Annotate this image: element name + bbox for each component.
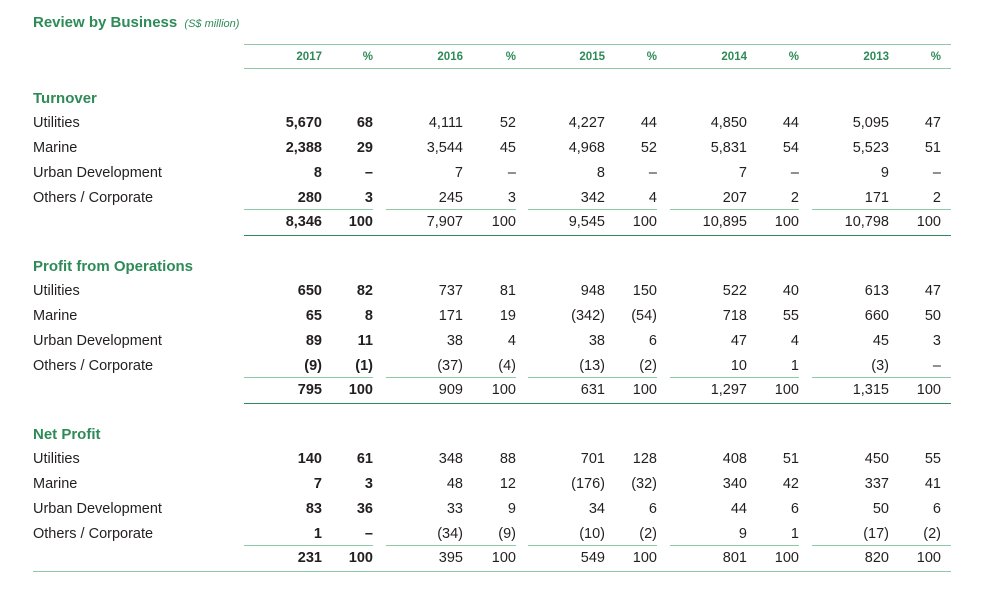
table-cell: (17) bbox=[863, 526, 889, 542]
rule-line bbox=[244, 545, 373, 546]
column-header: 2015 bbox=[579, 51, 605, 63]
table-cell: 3 bbox=[507, 190, 516, 206]
table-cell: (37) bbox=[437, 358, 463, 374]
table-cell: 4 bbox=[507, 333, 516, 349]
table-cell: 6 bbox=[648, 501, 657, 517]
table-row bbox=[33, 474, 951, 494]
rule-line bbox=[244, 68, 951, 69]
table-cell: 718 bbox=[722, 308, 747, 324]
table-cell: 38 bbox=[446, 333, 463, 349]
total-cell: 631 bbox=[580, 382, 605, 398]
total-cell: 909 bbox=[438, 382, 463, 398]
table-cell: 207 bbox=[722, 190, 747, 206]
table-cell: 2,388 bbox=[285, 140, 322, 156]
table-cell: 19 bbox=[499, 308, 516, 324]
table-cell: 12 bbox=[499, 476, 516, 492]
table-cell: 65 bbox=[305, 308, 322, 324]
table-cell: 2 bbox=[932, 190, 941, 206]
table-cell: 52 bbox=[499, 115, 516, 131]
table-row bbox=[33, 449, 951, 469]
table-cell: 41 bbox=[924, 476, 941, 492]
table-cell: (1) bbox=[355, 358, 373, 374]
table-row bbox=[33, 281, 951, 301]
table-cell: 4 bbox=[648, 190, 657, 206]
table-cell: 701 bbox=[580, 451, 605, 467]
table-cell: – bbox=[507, 165, 516, 181]
table-cell: – bbox=[932, 358, 941, 374]
column-header: 2014 bbox=[721, 51, 747, 63]
table-cell: (10) bbox=[579, 526, 605, 542]
table-cell: (2) bbox=[923, 526, 941, 542]
total-cell: 100 bbox=[916, 382, 941, 398]
table-cell: 9 bbox=[507, 501, 516, 517]
table-cell: (13) bbox=[579, 358, 605, 374]
table-cell: 10 bbox=[730, 358, 747, 374]
table-cell: 4,227 bbox=[568, 115, 605, 131]
table-cell: 29 bbox=[356, 140, 373, 156]
total-cell: 100 bbox=[632, 382, 657, 398]
column-header: % bbox=[930, 51, 941, 63]
table-row bbox=[33, 138, 951, 158]
rule-line bbox=[528, 545, 657, 546]
rule-line bbox=[670, 545, 799, 546]
table-cell: 61 bbox=[356, 451, 373, 467]
table-cell: 45 bbox=[872, 333, 889, 349]
table-cell: 8 bbox=[596, 165, 605, 181]
rule-line bbox=[812, 545, 951, 546]
table-cell: 348 bbox=[438, 451, 463, 467]
table-cell: 47 bbox=[924, 115, 941, 131]
total-cell: 100 bbox=[348, 382, 373, 398]
total-cell: 100 bbox=[348, 550, 373, 566]
table-cell: 42 bbox=[782, 476, 799, 492]
section-title: Profit from Operations bbox=[33, 258, 194, 275]
table-cell: 342 bbox=[580, 190, 605, 206]
total-cell: 100 bbox=[774, 382, 799, 398]
table-cell: 8 bbox=[364, 308, 373, 324]
table-cell: 55 bbox=[924, 451, 941, 467]
table-cell: 3 bbox=[364, 190, 373, 206]
table-cell: 9 bbox=[880, 165, 889, 181]
table-cell: 5,831 bbox=[710, 140, 747, 156]
total-cell: 100 bbox=[632, 214, 657, 230]
table-cell: 7 bbox=[313, 476, 322, 492]
total-cell: 100 bbox=[916, 550, 941, 566]
rule-line bbox=[812, 209, 951, 210]
row-label: Others / Corporate bbox=[33, 190, 154, 206]
table-cell: 1 bbox=[790, 358, 799, 374]
column-header: % bbox=[646, 51, 657, 63]
rule-line bbox=[244, 377, 373, 378]
total-cell: 10,895 bbox=[702, 214, 747, 230]
total-row bbox=[33, 548, 951, 568]
total-cell: 100 bbox=[348, 214, 373, 230]
row-label: Urban Development bbox=[33, 333, 162, 349]
table-cell: 51 bbox=[782, 451, 799, 467]
table-cell: (32) bbox=[631, 476, 657, 492]
column-header: % bbox=[505, 51, 516, 63]
table-cell: 7 bbox=[454, 165, 463, 181]
table-cell: 522 bbox=[722, 283, 747, 299]
table-cell: 45 bbox=[499, 140, 516, 156]
table-cell: 5,095 bbox=[852, 115, 889, 131]
row-label: Marine bbox=[33, 476, 78, 492]
total-cell: 100 bbox=[916, 214, 941, 230]
table-row bbox=[33, 163, 951, 183]
table-cell: 88 bbox=[499, 451, 516, 467]
rule-line bbox=[386, 377, 516, 378]
table-cell: – bbox=[790, 165, 799, 181]
table-cell: 6 bbox=[790, 501, 799, 517]
rule-line bbox=[528, 209, 657, 210]
total-cell: 1,297 bbox=[710, 382, 747, 398]
rule-line bbox=[33, 571, 951, 572]
total-cell: 8,346 bbox=[285, 214, 322, 230]
table-row bbox=[33, 499, 951, 519]
total-cell: 100 bbox=[774, 214, 799, 230]
total-cell: 100 bbox=[491, 550, 516, 566]
table-cell: (9) bbox=[304, 358, 322, 374]
table-cell: 140 bbox=[297, 451, 322, 467]
total-row bbox=[33, 212, 951, 232]
table-cell: – bbox=[364, 526, 373, 542]
column-header: 2016 bbox=[437, 51, 463, 63]
rule-line bbox=[528, 377, 657, 378]
table-cell: (54) bbox=[631, 308, 657, 324]
table-cell: 4,968 bbox=[568, 140, 605, 156]
table-cell: 4,111 bbox=[428, 115, 463, 131]
row-label: Utilities bbox=[33, 115, 80, 131]
table-cell: 6 bbox=[648, 333, 657, 349]
table-title-unit: (S$ million) bbox=[184, 18, 240, 30]
table-cell: 408 bbox=[722, 451, 747, 467]
rule-line bbox=[670, 377, 799, 378]
table-cell: (2) bbox=[639, 526, 657, 542]
table-cell: (34) bbox=[437, 526, 463, 542]
table-cell: 40 bbox=[782, 283, 799, 299]
table-cell: 1 bbox=[313, 526, 322, 542]
table-cell: 52 bbox=[640, 140, 657, 156]
table-cell: – bbox=[932, 165, 941, 181]
table-cell: 4 bbox=[790, 333, 799, 349]
row-label: Utilities bbox=[33, 283, 80, 299]
total-cell: 100 bbox=[491, 382, 516, 398]
table-cell: 128 bbox=[632, 451, 657, 467]
column-header: 2013 bbox=[863, 51, 889, 63]
total-cell: 100 bbox=[632, 550, 657, 566]
table-cell: 54 bbox=[782, 140, 799, 156]
table-cell: 4,850 bbox=[710, 115, 747, 131]
table-cell: 50 bbox=[924, 308, 941, 324]
table-cell: 650 bbox=[297, 283, 322, 299]
table-cell: 150 bbox=[632, 283, 657, 299]
row-label: Urban Development bbox=[33, 501, 162, 517]
column-header: % bbox=[788, 51, 799, 63]
table-cell: 11 bbox=[357, 333, 373, 349]
table-row bbox=[33, 356, 951, 376]
table-cell: 613 bbox=[864, 283, 889, 299]
rule-line bbox=[244, 235, 951, 236]
table-cell: 47 bbox=[924, 283, 941, 299]
table-row bbox=[33, 306, 951, 326]
total-cell: 795 bbox=[297, 382, 322, 398]
rule-line bbox=[812, 377, 951, 378]
column-header: % bbox=[362, 51, 373, 63]
table-row bbox=[33, 524, 951, 544]
table-cell: 50 bbox=[872, 501, 889, 517]
total-cell: 100 bbox=[491, 214, 516, 230]
table-cell: 51 bbox=[924, 140, 941, 156]
total-cell: 100 bbox=[774, 550, 799, 566]
table-cell: 38 bbox=[588, 333, 605, 349]
table-cell: 36 bbox=[356, 501, 373, 517]
table-cell: 3 bbox=[932, 333, 941, 349]
table-cell: 9 bbox=[738, 526, 747, 542]
table-cell: (342) bbox=[571, 308, 605, 324]
total-cell: 1,315 bbox=[852, 382, 889, 398]
table-cell: 337 bbox=[864, 476, 889, 492]
row-label: Utilities bbox=[33, 451, 80, 467]
review-by-business-table bbox=[33, 0, 951, 608]
table-cell: 33 bbox=[446, 501, 463, 517]
table-cell: 171 bbox=[438, 308, 463, 324]
table-cell: 68 bbox=[356, 115, 373, 131]
total-cell: 820 bbox=[864, 550, 889, 566]
table-cell: – bbox=[648, 165, 657, 181]
table-row bbox=[33, 331, 951, 351]
total-row bbox=[33, 380, 951, 400]
table-cell: 44 bbox=[782, 115, 799, 131]
total-cell: 801 bbox=[722, 550, 747, 566]
table-cell: 245 bbox=[438, 190, 463, 206]
table-cell: (176) bbox=[571, 476, 605, 492]
table-cell: 2 bbox=[790, 190, 799, 206]
table-cell: 660 bbox=[864, 308, 889, 324]
table-cell: 44 bbox=[730, 501, 747, 517]
row-label: Urban Development bbox=[33, 165, 162, 181]
rule-line bbox=[386, 209, 516, 210]
table-cell: 3,544 bbox=[426, 140, 463, 156]
table-cell: 6 bbox=[932, 501, 941, 517]
row-label: Others / Corporate bbox=[33, 358, 154, 374]
total-cell: 9,545 bbox=[568, 214, 605, 230]
total-cell: 549 bbox=[580, 550, 605, 566]
table-cell: 7 bbox=[738, 165, 747, 181]
table-cell: 737 bbox=[438, 283, 463, 299]
row-label: Others / Corporate bbox=[33, 526, 154, 542]
table-cell: – bbox=[364, 165, 373, 181]
rule-line bbox=[244, 403, 951, 404]
column-header-row bbox=[33, 47, 951, 67]
table-cell: 83 bbox=[305, 501, 322, 517]
table-cell: 3 bbox=[364, 476, 373, 492]
table-cell: (2) bbox=[639, 358, 657, 374]
column-header: 2017 bbox=[296, 51, 322, 63]
row-label: Marine bbox=[33, 308, 78, 324]
section-title: Turnover bbox=[33, 90, 97, 107]
rule-line bbox=[244, 209, 373, 210]
table-cell: 8 bbox=[313, 165, 322, 181]
table-cell: 48 bbox=[446, 476, 463, 492]
table-cell: 340 bbox=[722, 476, 747, 492]
total-cell: 395 bbox=[438, 550, 463, 566]
table-cell: 55 bbox=[782, 308, 799, 324]
rule-line bbox=[244, 44, 951, 45]
table-cell: (3) bbox=[871, 358, 889, 374]
table-cell: 171 bbox=[864, 190, 889, 206]
table-cell: (9) bbox=[498, 526, 516, 542]
section-title: Net Profit bbox=[33, 426, 101, 443]
table-row bbox=[33, 188, 951, 208]
table-cell: 280 bbox=[297, 190, 322, 206]
table-cell: 89 bbox=[305, 333, 322, 349]
total-cell: 7,907 bbox=[426, 214, 463, 230]
total-cell: 10,798 bbox=[844, 214, 889, 230]
table-cell: 450 bbox=[864, 451, 889, 467]
rule-line bbox=[386, 545, 516, 546]
table-cell: 948 bbox=[580, 283, 605, 299]
table-row bbox=[33, 113, 951, 133]
table-cell: 47 bbox=[730, 333, 747, 349]
table-cell: 5,670 bbox=[285, 115, 322, 131]
table-cell: 1 bbox=[790, 526, 799, 542]
table-cell: 82 bbox=[356, 283, 373, 299]
rule-line bbox=[670, 209, 799, 210]
table-cell: 34 bbox=[588, 501, 605, 517]
table-cell: 44 bbox=[640, 115, 657, 131]
table-cell: 81 bbox=[499, 283, 516, 299]
table-cell: (4) bbox=[498, 358, 516, 374]
table-title-text: Review by Business bbox=[33, 14, 178, 31]
row-label: Marine bbox=[33, 140, 78, 156]
table-cell: 5,523 bbox=[852, 140, 889, 156]
total-cell: 231 bbox=[297, 550, 322, 566]
